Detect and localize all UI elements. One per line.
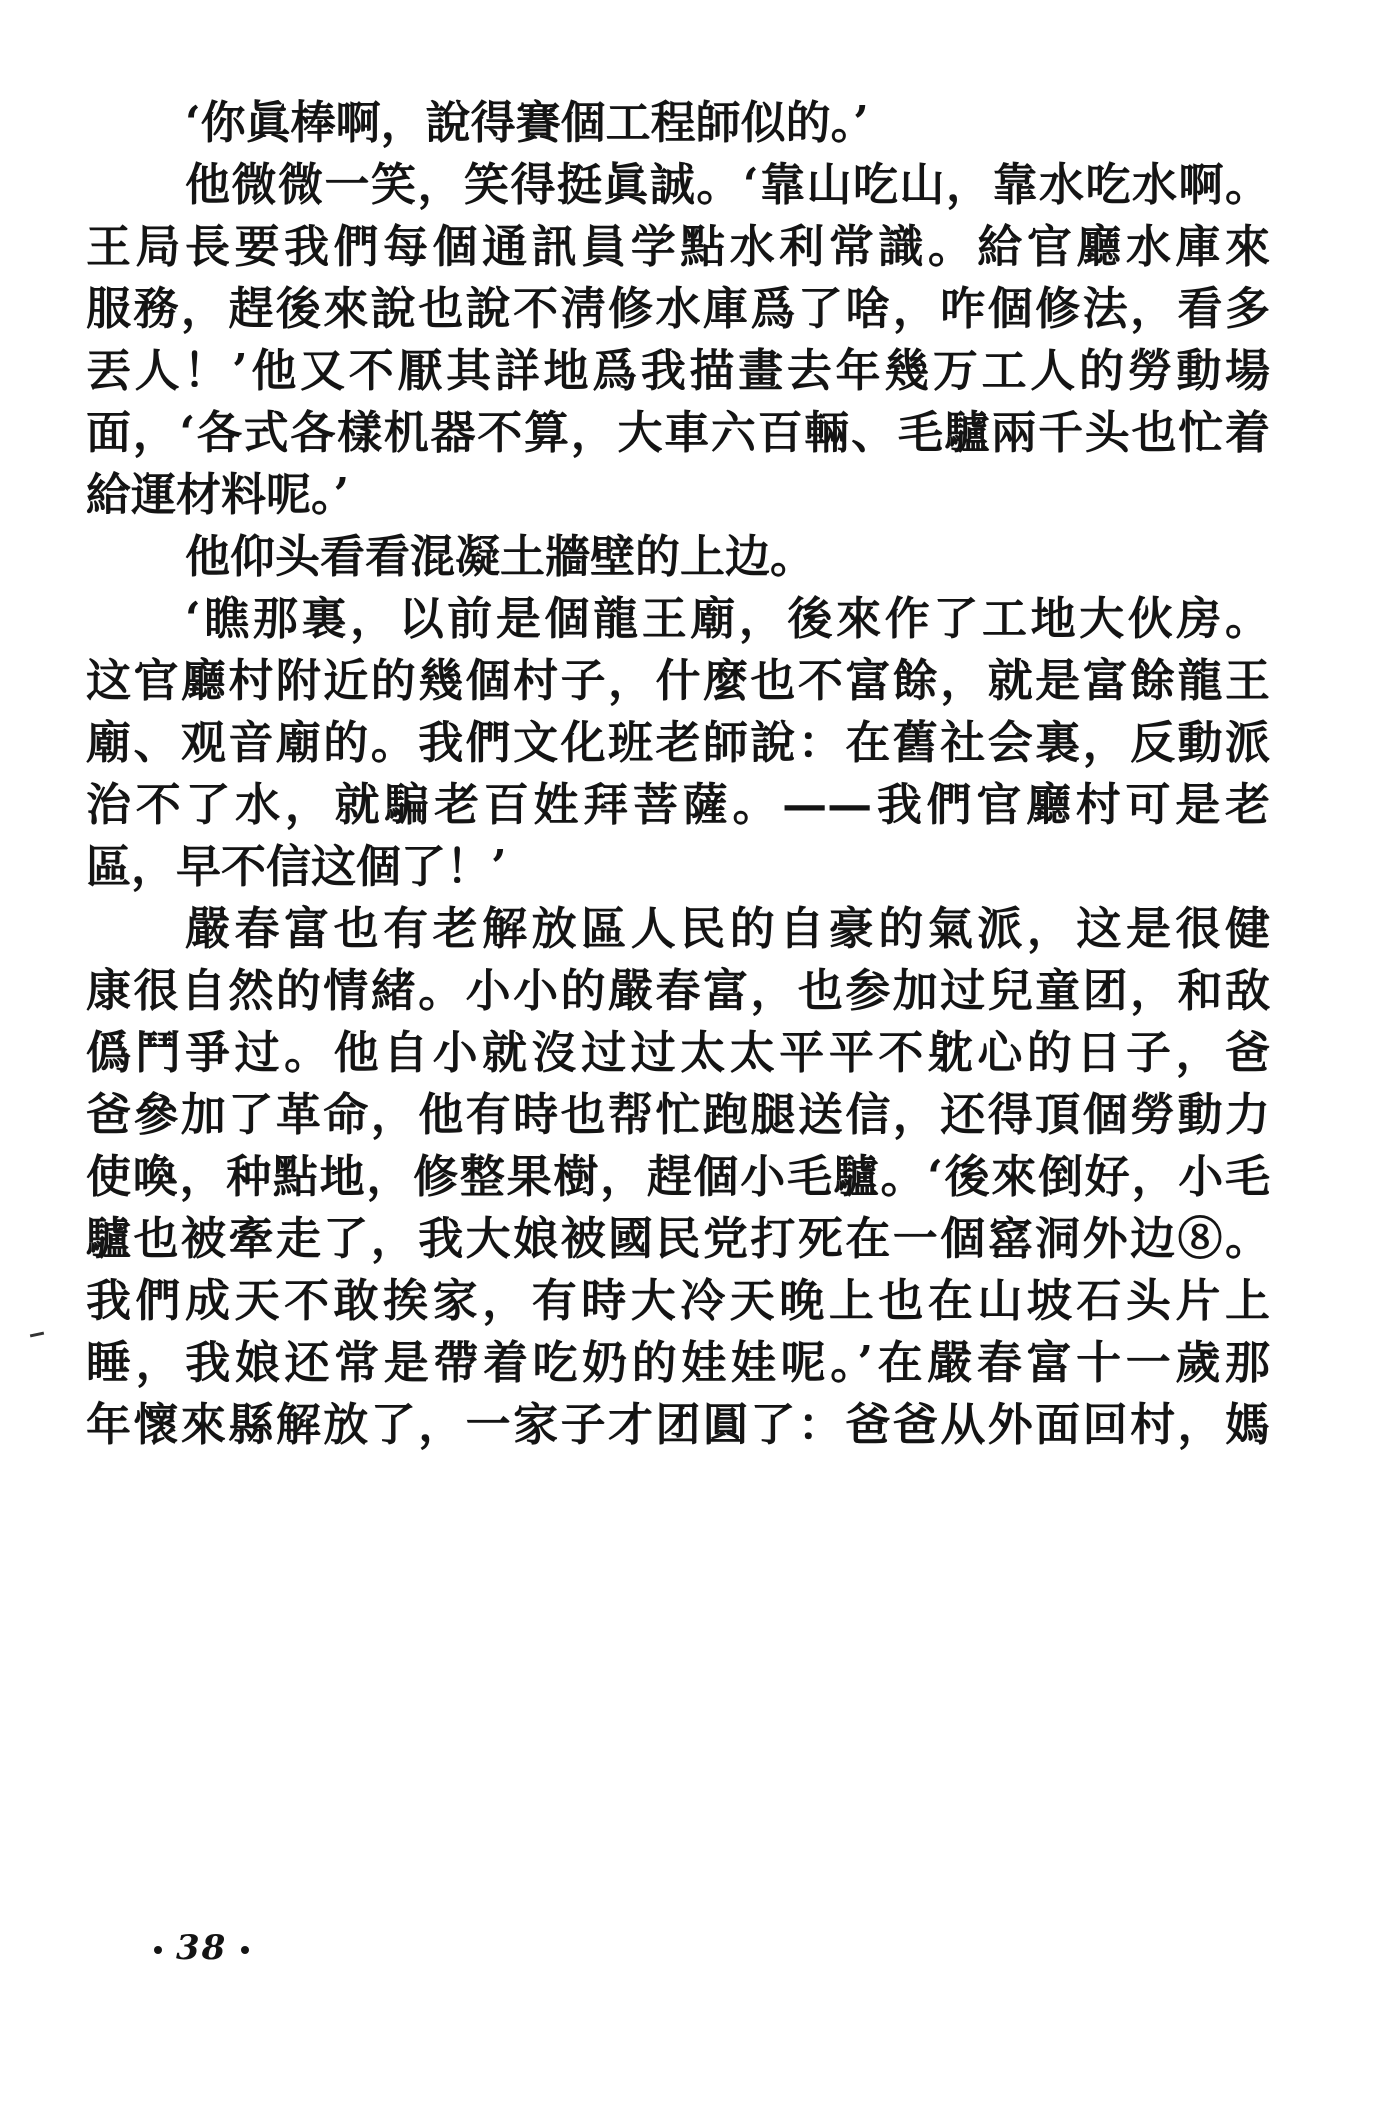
footer-dot-left bbox=[154, 1946, 162, 1954]
text-line-10: 这官廳村附近的幾個村子，什麼也不富餘，就是富餘龍王 bbox=[86, 654, 1270, 707]
footer-dot-right bbox=[241, 1946, 249, 1954]
text-line-7: 給運材料呢。’ bbox=[86, 468, 350, 521]
page-number: 38 bbox=[176, 1928, 228, 1968]
text-line-9: ‘瞧那裏，以前是個龍王廟，後來作了工地大伙房。 bbox=[185, 592, 1270, 645]
text-line-1: ‘你眞棒啊，說得賽個工程師似的。’ bbox=[185, 96, 869, 149]
text-line-21: 睡，我娘还常是帶着吃奶的娃娃呢。’在嚴春富十一歲那 bbox=[86, 1336, 1270, 1389]
page-footer bbox=[140, 1928, 263, 1968]
text-line-11: 廟、观音廟的。我們文化班老師說：在舊社会裏，反動派 bbox=[86, 716, 1270, 769]
text-line-16: 僞鬥爭过。他自小就沒过过太太平平不躭心的日子，爸 bbox=[86, 1026, 1270, 1079]
text-line-4: 服務，趕後來說也說不淸修水庫爲了啥，咋個修法，看多 bbox=[86, 282, 1270, 335]
text-line-5: 丟人！’他又不厭其詳地爲我描畫去年幾万工人的勞動場 bbox=[86, 344, 1270, 397]
margin-mark bbox=[30, 1332, 44, 1338]
text-line-6: 面，‘各式各樣机器不算，大車六百輛、毛驢兩千头也忙着 bbox=[86, 406, 1270, 459]
text-line-19: 驢也被牽走了，我大娘被國民党打死在一個窰洞外边⑧。 bbox=[86, 1212, 1270, 1265]
text-line-17: 爸參加了革命，他有時也帮忙跑腿送信，还得頂個勞動力 bbox=[86, 1088, 1270, 1141]
text-line-22: 年懷來縣解放了，一家子才团圓了：爸爸从外面回村，媽 bbox=[86, 1398, 1270, 1451]
text-line-13: 區，早不信这個了！’ bbox=[86, 840, 507, 893]
text-line-12: 治不了水，就騙老百姓拜菩薩。——我們官廳村可是老 bbox=[86, 778, 1270, 831]
text-line-15: 康很自然的情緒。小小的嚴春富，也参加过兒童团，和敌 bbox=[86, 964, 1270, 1017]
text-line-8: 他仰头看看混凝土牆壁的上边。 bbox=[185, 530, 816, 583]
text-line-14: 嚴春富也有老解放區人民的自豪的氣派，这是很健 bbox=[185, 902, 1270, 955]
text-line-20: 我們成天不敢挨家，有時大冷天晚上也在山坡石头片上 bbox=[86, 1274, 1270, 1327]
text-line-3: 王局長要我們每個通訊員学點水利常識。給官廳水庫來 bbox=[86, 220, 1270, 273]
text-line-2: 他微微一笑，笑得挺眞誠。‘靠山吃山，靠水吃水啊。 bbox=[185, 158, 1270, 211]
text-line-18: 使喚，种點地，修整果樹，趕個小毛驢。‘後來倒好，小毛 bbox=[86, 1150, 1270, 1203]
